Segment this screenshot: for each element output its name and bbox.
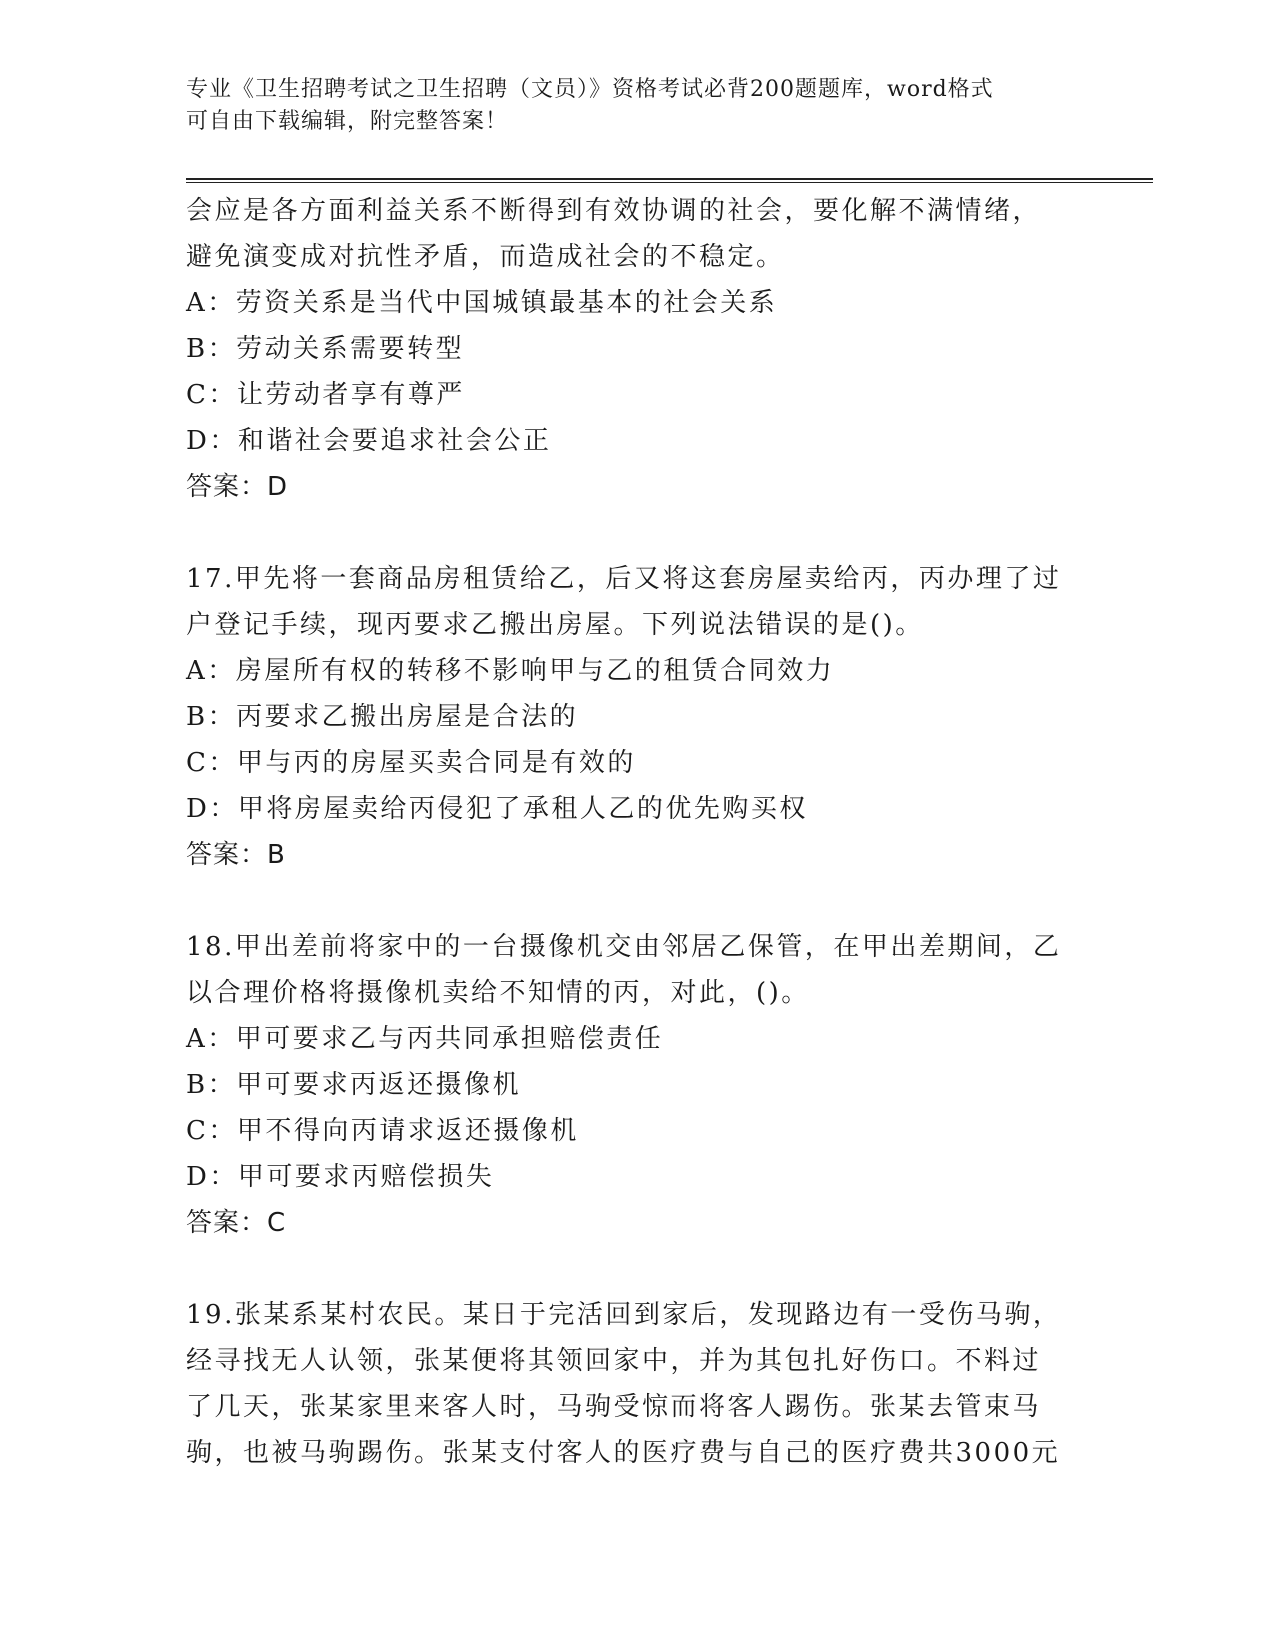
document-header	[186, 74, 1086, 138]
question-text-line: 19.张某系某村农民。某日于完活回到家后，发现路边有一受伤马驹，	[186, 1300, 1062, 1330]
header-divider	[186, 178, 1153, 183]
question-text-line: 18.甲出差前将家中的一台摄像机交由邻居乙保管，在甲出差期间，乙	[186, 932, 1062, 962]
question-content	[186, 188, 1096, 1476]
option-d: D：和谐社会要追求社会公正	[186, 426, 552, 456]
question-18	[186, 924, 1096, 1246]
option-a: A：劳资关系是当代中国城镇最基本的社会关系	[186, 288, 778, 318]
option-c: C：甲不得向丙请求返还摄像机	[186, 1116, 579, 1146]
question-16-continuation	[186, 188, 1096, 510]
answer-line: 答案：D	[186, 472, 289, 502]
question-text-line: 以合理价格将摄像机卖给不知情的丙，对此，()。	[186, 978, 810, 1008]
option-a: A：房屋所有权的转移不影响甲与乙的租赁合同效力	[186, 656, 835, 686]
answer-line: 答案：C	[186, 1208, 287, 1238]
question-text-line: 了几天，张某家里来客人时，马驹受惊而将客人踢伤。张某去管束马	[186, 1392, 1042, 1422]
option-b: B：劳动关系需要转型	[186, 334, 465, 364]
answer-line: 答案：B	[186, 840, 286, 870]
option-a: A：甲可要求乙与丙共同承担赔偿责任	[186, 1024, 664, 1054]
question-19	[186, 1292, 1096, 1476]
question-text-line: 户登记手续，现丙要求乙搬出房屋。下列说法错误的是()。	[186, 610, 924, 640]
header-line-2: 可自由下载编辑，附完整答案！	[186, 109, 509, 134]
question-text-line: 避免演变成对抗性矛盾，而造成社会的不稳定。	[186, 242, 785, 272]
option-d: D：甲将房屋卖给丙侵犯了承租人乙的优先购买权	[186, 794, 808, 824]
question-text-line: 经寻找无人认领，张某便将其领回家中，并为其包扎好伤口。不料过	[186, 1346, 1042, 1376]
question-17	[186, 556, 1096, 878]
question-text-line: 17.甲先将一套商品房租赁给乙，后又将这套房屋卖给丙，丙办理了过	[186, 564, 1062, 594]
option-c: C：让劳动者享有尊严	[186, 380, 465, 410]
spacer	[186, 510, 1096, 556]
question-text-line: 驹，也被马驹踢伤。张某支付客人的医疗费与自己的医疗费共3000元	[186, 1438, 1061, 1468]
spacer	[186, 1246, 1096, 1292]
question-text-line: 会应是各方面利益关系不断得到有效协调的社会，要化解不满情绪，	[186, 196, 1042, 226]
header-line-1: 专业《卫生招聘考试之卫生招聘（文员）》资格考试必背200题题库，word格式	[186, 77, 994, 102]
option-c: C：甲与丙的房屋买卖合同是有效的	[186, 748, 636, 778]
option-b: B：丙要求乙搬出房屋是合法的	[186, 702, 579, 732]
option-d: D：甲可要求丙赔偿损失	[186, 1162, 495, 1192]
spacer	[186, 878, 1096, 924]
option-b: B：甲可要求丙返还摄像机	[186, 1070, 522, 1100]
